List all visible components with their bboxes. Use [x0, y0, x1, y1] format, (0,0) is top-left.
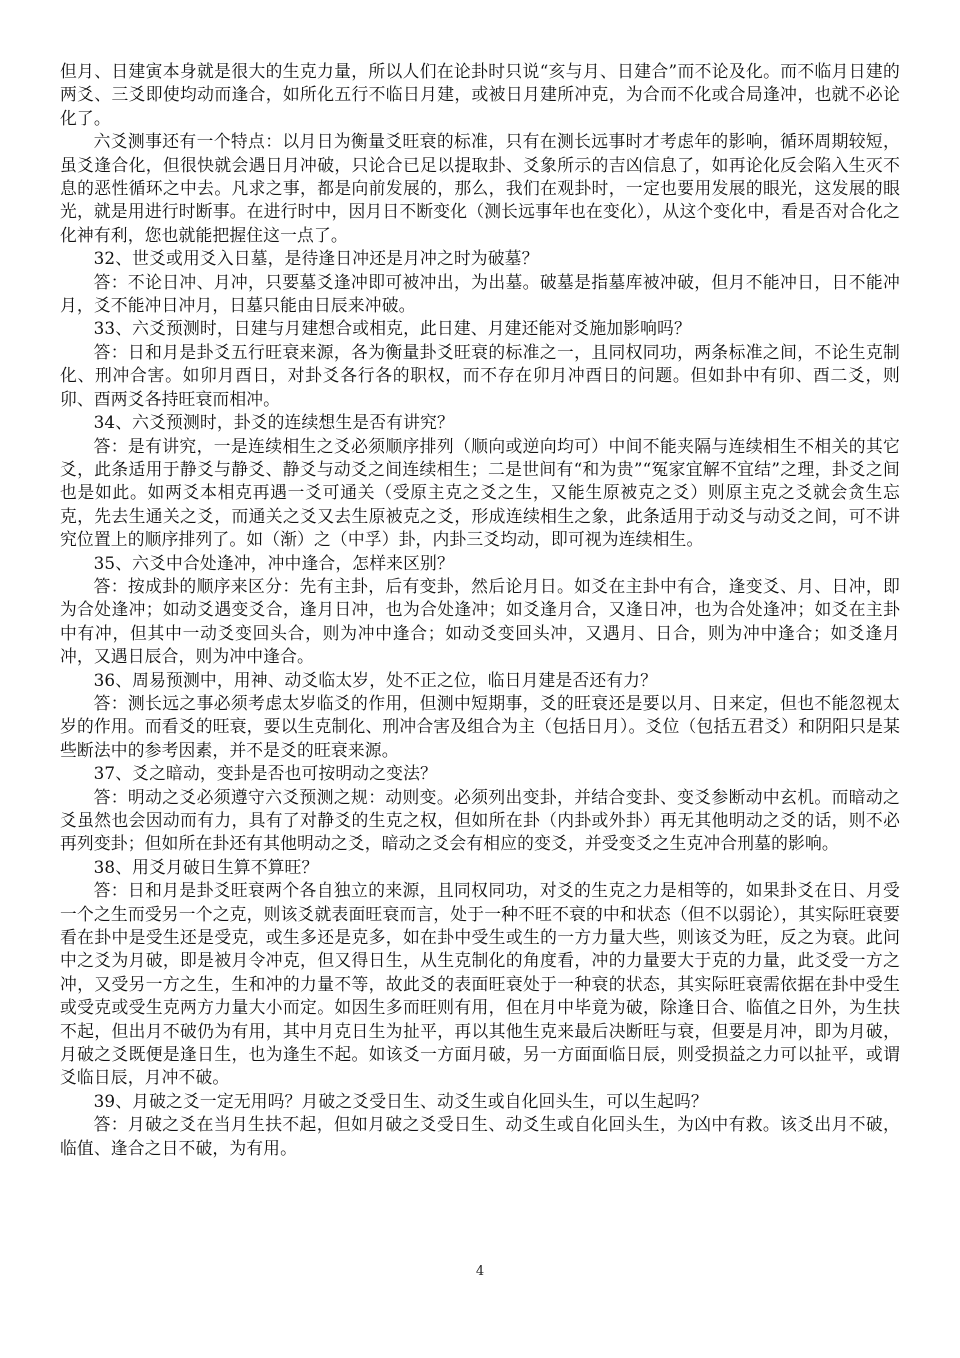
question-36: 36、周易预测中，用神、动爻临太岁，处不正之位，临日月建是否还有力？ — [93, 669, 658, 690]
answer-35: 答：按成卦的顺序来区分：先有主卦，后有变卦，然后论月日。如爻在主卦中有合，逢变爻、月、日冲，即为合处逢冲；如动爻遇变爻合，逢月日冲，也为合处逢冲；如爻逢月合，又逢日冲，也为合处逢冲；如爻在主卦中有冲，但其中一动爻变回头合，则为冲中逢合；如动爻变回头冲，又遇月、日合，则为冲中逢合；如爻逢月冲，又遇日辰合，则为冲中逢合。 — [60, 575, 900, 667]
answer-32: 答：不论日冲、月冲，只要墓爻逢冲即可被冲出，为出墓。破墓是指墓库被冲破，但月不能冲日，日不能冲月，爻不能冲日冲月，日墓只能由日辰来冲破。 — [60, 271, 900, 316]
answer-37: 答：明动之爻必须遵守六爻预测之规：动则变。必须列出变卦，并结合变卦、变爻参断动中玄机。而暗动之爻虽然也会因动而有力，具有了对静爻的生克之权，但如所在卦（内卦或外卦）再无其他明动之爻的话，则不必再列变卦；但如所在卦还有其他明动之爻，暗动之爻会有相应的变爻，并受变爻之生克冲合刑墓的影响。 — [60, 786, 900, 854]
question-34: 34、六爻预测时，卦爻的连续想生是否有讲究？ — [93, 412, 454, 433]
question-37: 37、爻之暗动，变卦是否也可按明动之变法？ — [93, 763, 437, 784]
paragraph-continuation: 但月、日建寅本身就是很大的生克力量，所以人们在论卦时只说“亥与月、日建合”而不论及化。而不临月日建的两爻、三爻即使均动而逢合，如所化五行不临日月建，或被日月建所冲克，为合而不化或合局逢冲，也就不必论化了。 — [60, 61, 900, 128]
question-32: 32、世爻或用爻入日墓，是待逢日冲还是月冲之时为破墓？ — [93, 248, 539, 269]
question-35: 35、六爻中合处逢冲，冲中逢合，怎样来区别？ — [93, 552, 454, 573]
page-number: 4 — [475, 1264, 485, 1279]
answer-38: 答：日和月是卦爻旺衰两个各自独立的来源，且同权同功，对爻的生克之力是相等的，如果卦爻在日、月受一个之生而受另一个之克，则该爻就表面旺衰而言，处于一种不旺不衰的中和状态（但不以弱论），其实际旺衰要看在卦中是受生还是受克，或生多还是克多，如在卦中受生或生的一方力量大些，则该爻为旺，反之为衰。此问中之爻为月破，即是被月令冲克，但又得日生，从生克制化的角度看，冲的力量要大于克的力量，此爻受一方之冲，又受另一方之生，生和冲的力量不等，故此爻的表面旺衰处于一种衰的状态，其实际旺衰需依据在卦中受生或受克或受生克两方力量大小而定。如因生多而旺则有用，但在月中毕竟为破，除逢日合、临值之日外，为生扶不起，但出月不破仍为有用，其中月克日生为扯平，再以其他生克来最后决断旺与衰，但要是月冲，即为月破，月破之爻既便是逢日生，也为逢生不起。如该爻一方面月破，另一方面面临日辰，则受损益之力可以扯平，或谓爻临日辰，月冲不破。 — [60, 880, 900, 1088]
page-body — [60, 60, 900, 1160]
answer-36: 答：测长远之事必须考虑太岁临爻的作用，但测中短期事，爻的旺衰还是要以月、日来定，但也不能忽视太岁的作用。而看爻的旺衰，要以生克制化、刑冲合害及组合为主（包括日月）。爻位（包括五君爻）和阴阳只是某些断法中的参考因素，并不是爻的旺衰来源。 — [60, 692, 900, 760]
question-38: 38、用爻月破日生算不算旺？ — [93, 856, 319, 877]
question-39: 39、月破之爻一定无用吗？月破之爻受日生、动爻生或自化回头生，可以生起吗？ — [93, 1090, 708, 1111]
answer-34: 答：是有讲究，一是连续相生之爻必须顺序排列（顺向或逆向均可）中间不能夹隔与连续相生不相关的其它爻，此条适用于静爻与静爻、静爻与动爻之间连续相生；二是世间有“和为贵”“冤家宜解不宜结”之理，卦爻之间也是如此。如两爻本相克再遇一爻可通关（受原主克之爻之生，又能生原被克之爻）则原主克之爻就会贪生忘克，先去生通关之爻，而通关之爻又去生原被克之爻，形成连续相生之象，此条适用于动爻与动爻之间，可不讲究位置上的顺序排列了。如（渐）之（中孚）卦，内卦三爻均动，即可视为连续相生。 — [60, 435, 900, 550]
question-33: 33、六爻预测时，日建与月建想合或相克，此日建、月建还能对爻施加影响吗？ — [93, 318, 691, 339]
paragraph-note: 六爻测事还有一个特点：以月日为衡量爻旺衰的标准，只有在测长远事时才考虑年的影响，循环周期较短，虽爻逢合化，但很快就会遇日月冲破，只论合已足以提取卦、爻象所示的吉凶信息了，如再论化反会陷入生灭不息的恶性循环之中去。凡求之事，都是向前发展的，那么，我们在观卦时，一定也要用发展的眼光，这发展的眼光，就是用进行时断事。在进行时中，因月日不断变化（测长远事年也在变化），从这个变化中，看是否对合化之化神有利，您也就能把握住这一点了。 — [60, 131, 900, 245]
answer-33: 答：日和月是卦爻五行旺衰来源，各为衡量卦爻旺衰的标准之一，且同权同功，两条标准之间，不论生克制化、刑冲合害。如卯月酉日，对卦爻各行各的职权，而不存在卯月冲酉日的问题。但如卦中有卯、酉二爻，则卯、酉两爻各持旺衰而相冲。 — [60, 341, 900, 409]
answer-39: 答：月破之爻在当月生扶不起，但如月破之爻受日生、动爻生或自化回头生，为凶中有救。该爻出月不破，临值、逢合之日不破，为有用。 — [60, 1114, 900, 1158]
